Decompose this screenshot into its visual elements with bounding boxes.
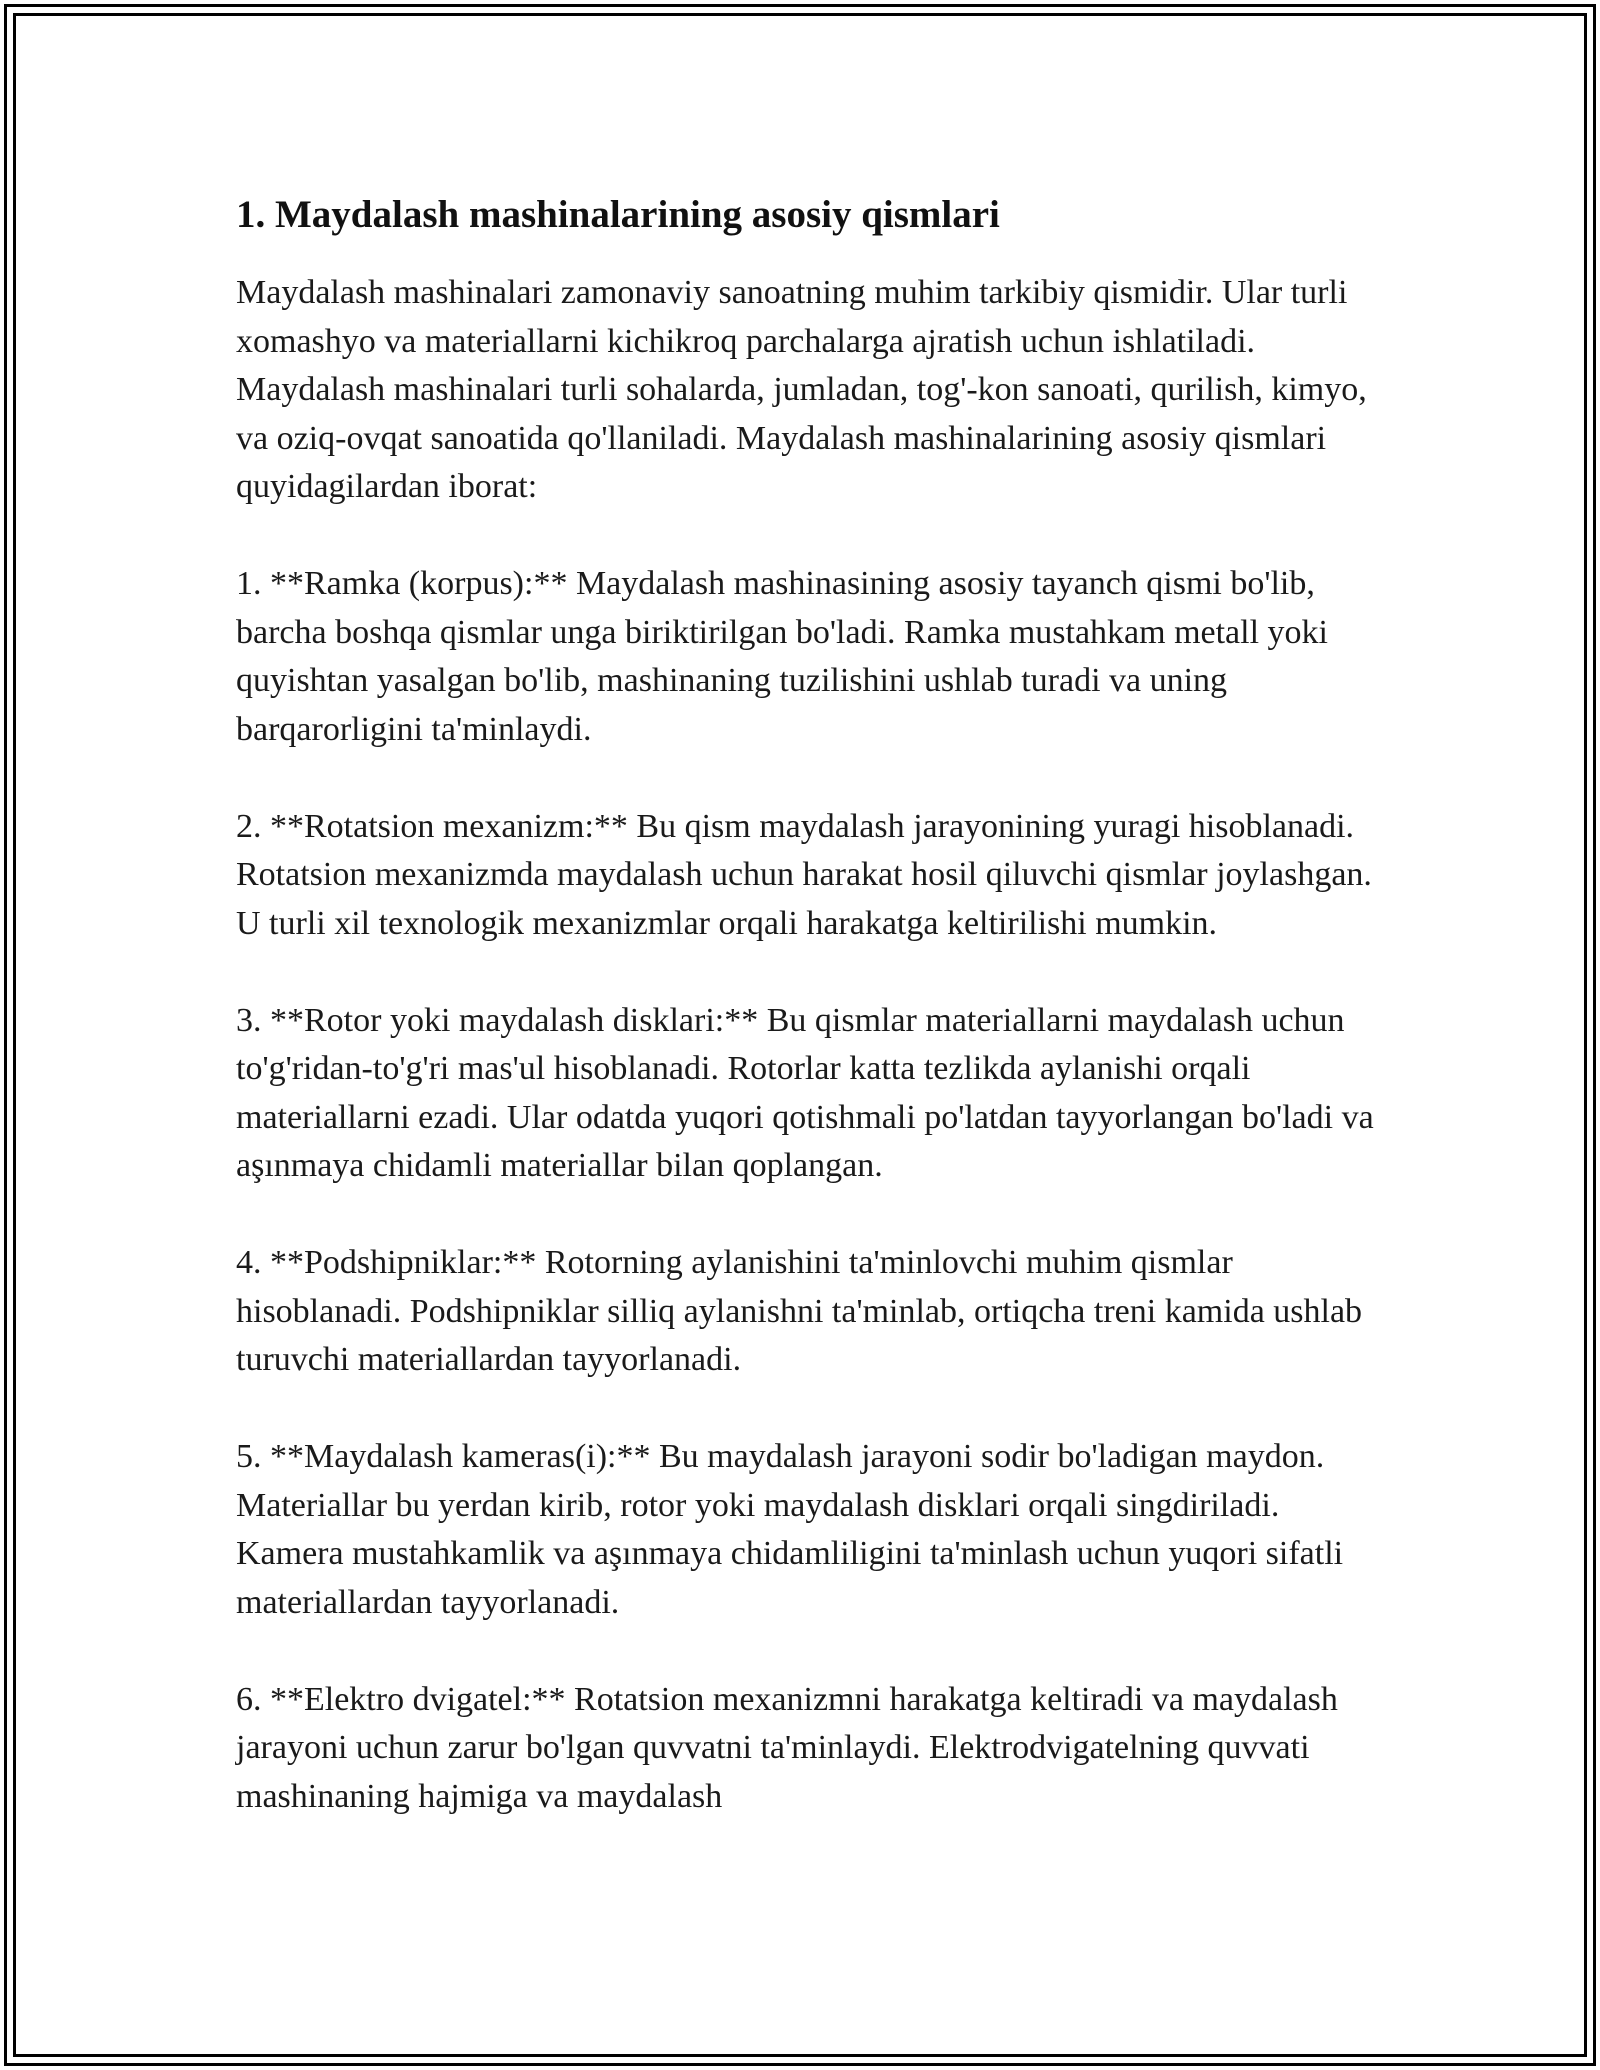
section-heading: 1. Maydalash mashinalarining asosiy qismlari [236,193,1000,236]
list-item-rotatsion-mexanizm: 2. **Rotatsion mexanizm:** Bu qism maydalash jarayonining yuragi hisoblanadi. Rotatsion mexanizmda maydalash uchun harakat hosil qiluvchi qismlar joylashgan. U turli xil texnologik mexanizmlar orqali harakatga keltirilishi mumkin. [236,807,1372,942]
intro-paragraph: Maydalash mashinalari zamonaviy sanoatning muhim tarkibiy qismidir. Ular turli xomashyo va materiallarni kichikroq parchalarga ajratish uchun ishlatiladi. Maydalash mashinalari turli sohalarda, jumladan, tog'-kon sanoati, qurilish, kimyo, va oziq-ovqat sanoatida qo'llaniladi. Maydalash mashinalarining asosiy qismlari quyidagilardan iborat: [236,274,1367,505]
list-item-ramka: 1. **Ramka (korpus):** Maydalash mashinasining asosiy tayanch qismi bo'lib, barcha boshqa qismlar unga biriktirilgan bo'ladi. Ramka mustahkam metall yoki quyishtan yasalgan bo'lib, mashinaning tuzilishini ushlab turadi va uning barqarorligini ta'minlaydi. [236,565,1328,748]
list-item-maydalash-kamerasi: 5. **Maydalash kameras(i):** Bu maydalash jarayoni sodir bo'ladigan maydon. Materiallar bu yerdan kirib, rotor yoki maydalash disklari orqali singdiriladi. Kamera mustahkamlik va aşınmaya chidamliligini ta'minlash uchun yuqori sifatli materiallardan tayyorlanadi. [236,1438,1344,1621]
list-item-rotor: 3. **Rotor yoki maydalash disklari:** Bu qismlar materiallarni maydalash uchun to'g'ridan-to'g'ri mas'ul hisoblanadi. Rotorlar katta tezlikda aylanishi orqali materiallarni ezadi. Ular odatda yuqori qotishmali po'latdan tayyorlangan bo'ladi va aşınmaya chidamli materiallar bilan qoplangan. [236,1001,1374,1184]
list-item-elektro-dvigatel: 6. **Elektro dvigatel:** Rotatsion mexanizmni harakatga keltiradi va maydalash jarayoni uchun zarur bo'lgan quvvatni ta'minlaydi. Elektrodvigatelning quvvati mashinaning hajmiga va maydalash [236,1680,1338,1815]
list-item-podshipniklar: 4. **Podshipniklar:** Rotorning aylanishini ta'minlovchi muhim qismlar hisoblanadi. Podshipniklar silliq aylanishni ta'minlab, ortiqcha treni kamida ushlab turuvchi materiallardan tayyorlanadi. [236,1244,1363,1378]
document-body [236,183,1376,1821]
